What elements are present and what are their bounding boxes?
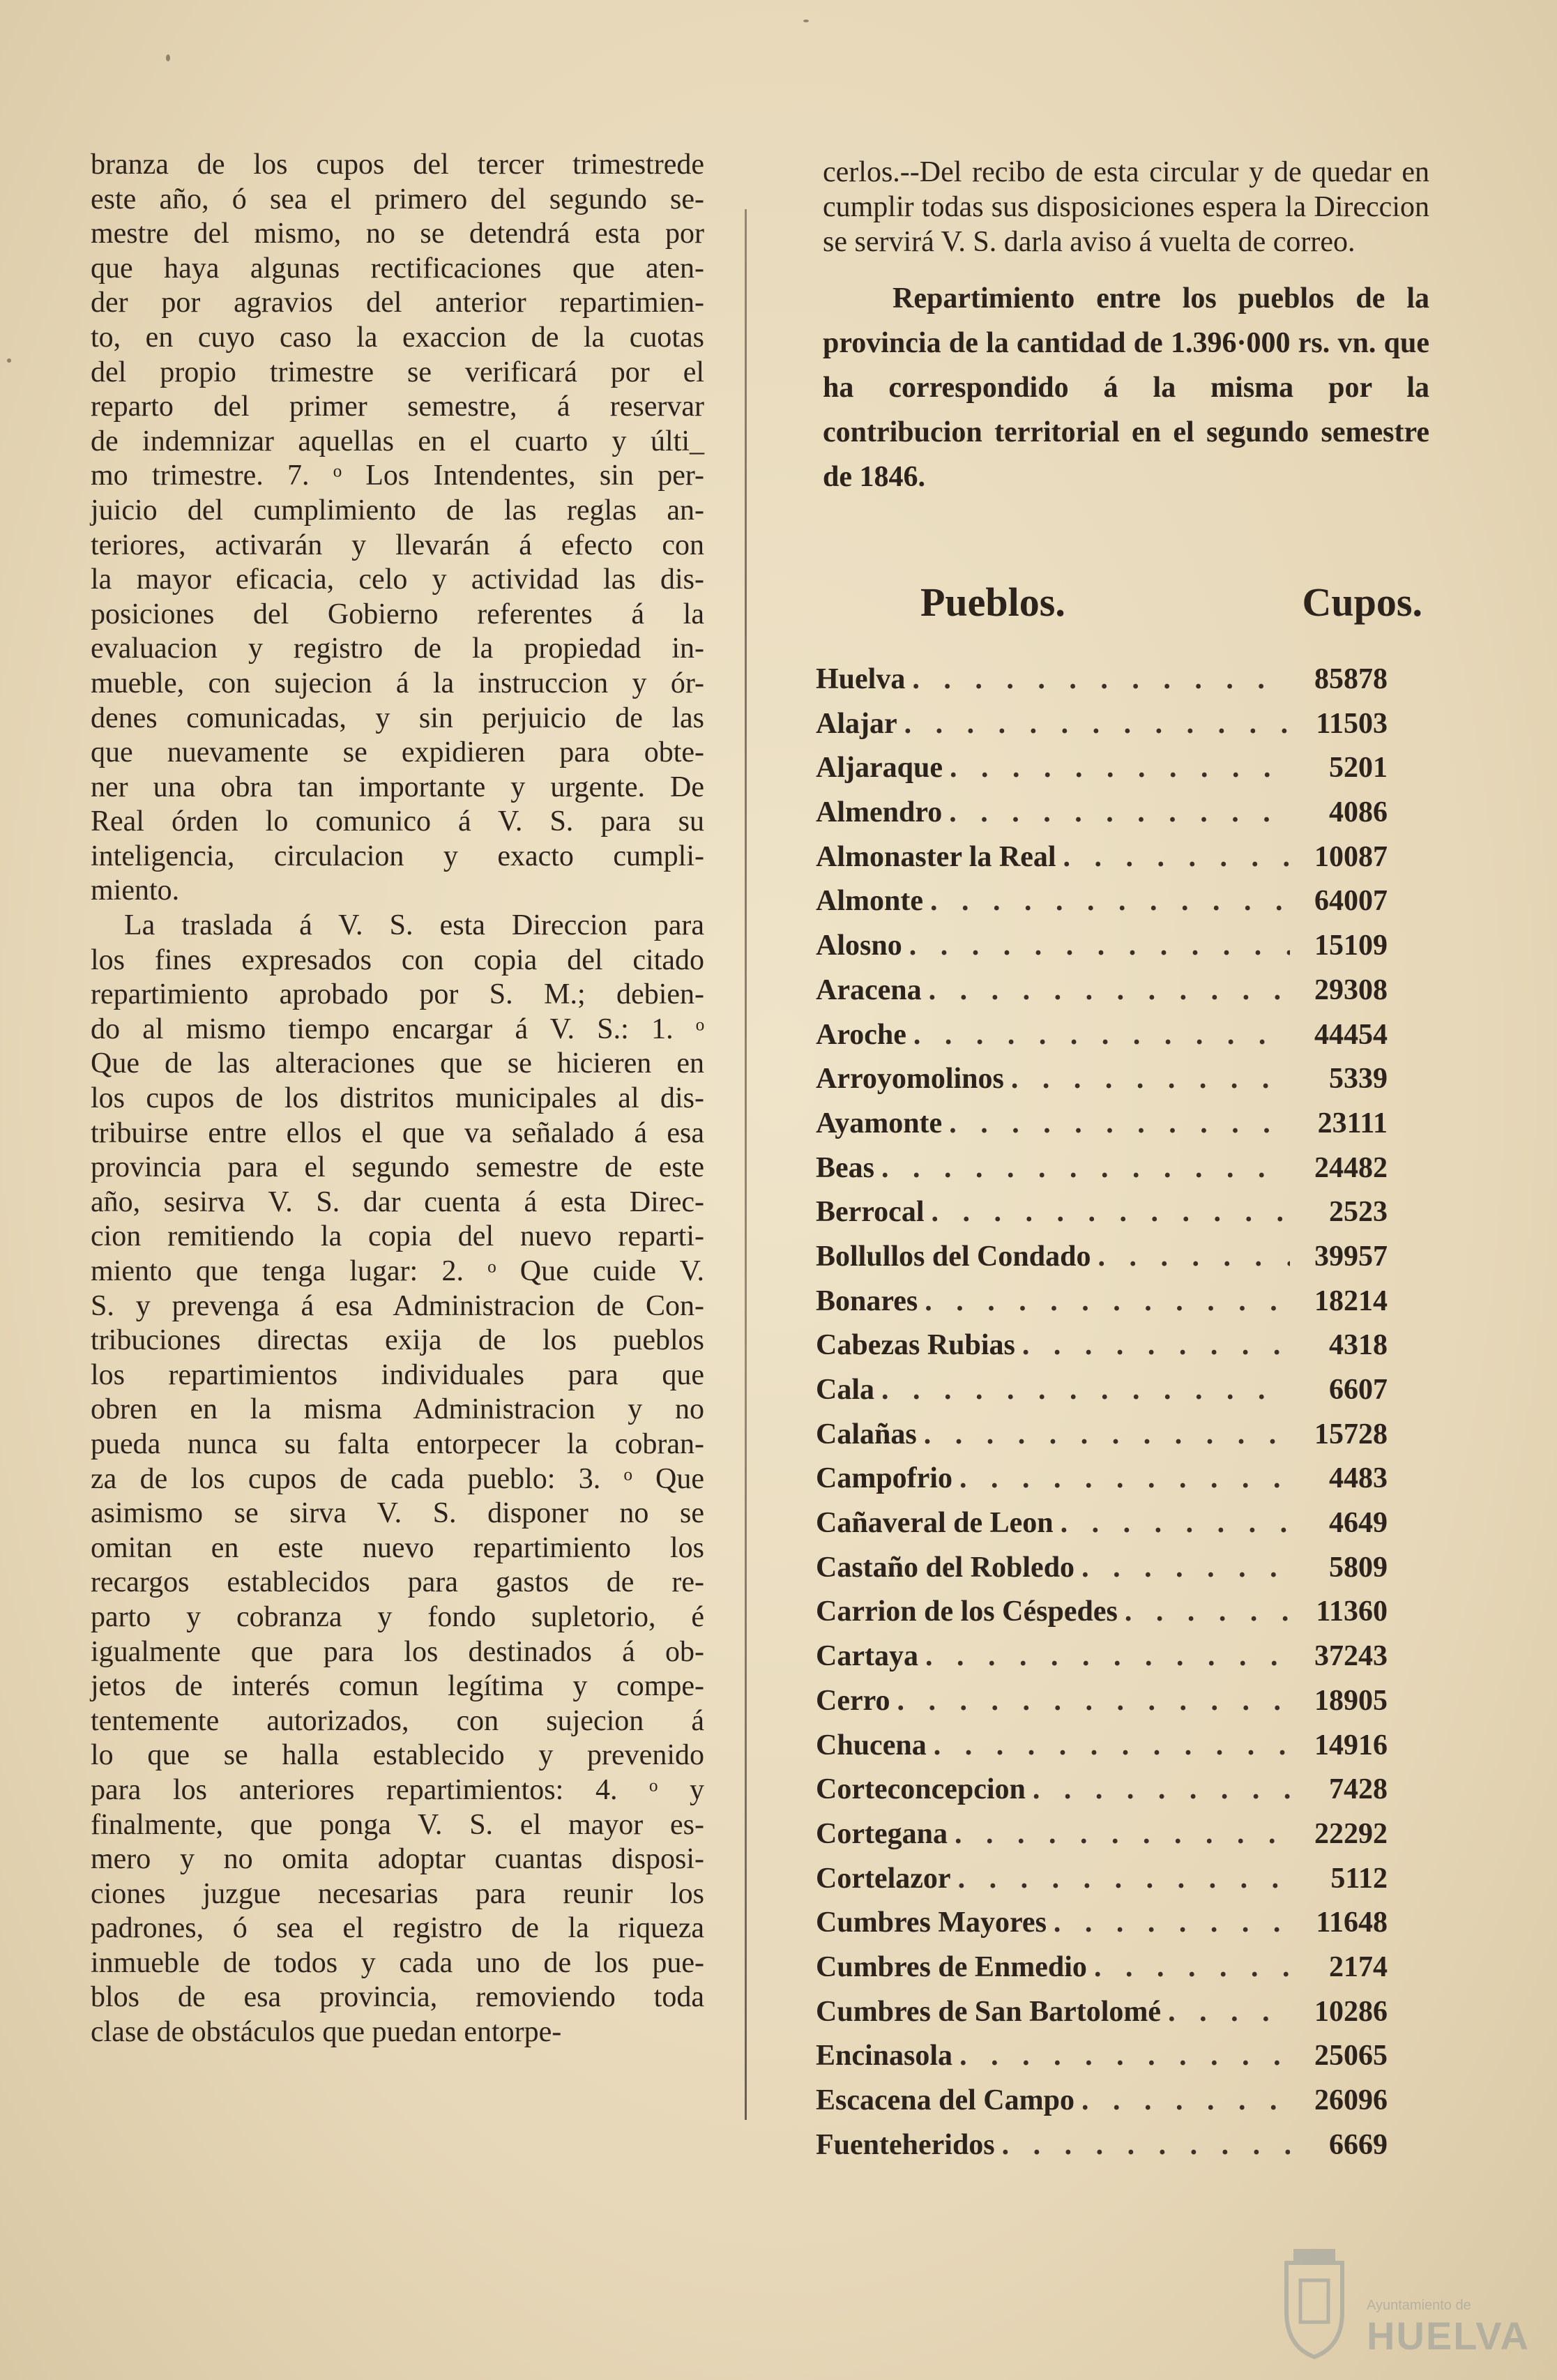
leader-dots — [1061, 1506, 1290, 1540]
pueblo-name: Corteconcepcion — [816, 1773, 1026, 1806]
leader-dots — [1022, 1328, 1290, 1362]
pueblo-name: Ayamonte — [816, 1107, 943, 1139]
table-row — [816, 751, 1388, 796]
table-row — [816, 2128, 1388, 2173]
pueblo-name: Cortegana — [816, 1817, 948, 1850]
table-row — [816, 1639, 1388, 1684]
text-line: los fines expresados con copia del citado — [91, 943, 704, 976]
table-row — [816, 1062, 1388, 1107]
text-line: tribuirse entre ellos el que va señalado á esa — [91, 1116, 704, 1149]
text-line: evaluacion y registro de la propiedad in- — [91, 632, 704, 665]
table-row — [816, 1240, 1388, 1284]
table-row — [816, 1373, 1388, 1418]
ink-speck — [166, 54, 170, 61]
table-row — [816, 1817, 1388, 1862]
cupo-value: 11503 — [1316, 707, 1388, 740]
cupo-value: 5112 — [1330, 1862, 1388, 1895]
cupo-value: 4318 — [1329, 1329, 1388, 1362]
text-line: los cupos de los distritos municipales al dis- — [91, 1082, 704, 1115]
pueblo-name: Bollullos del Condado — [816, 1240, 1091, 1273]
pueblo-name: Aracena — [816, 973, 922, 1006]
table-row — [816, 1906, 1388, 1950]
text-line: provincia para el segundo semestre de este — [91, 1151, 704, 1184]
pueblo-name: Cartaya — [816, 1640, 918, 1673]
text-line: to, en cuyo caso la exaccion de la cuotas — [91, 321, 704, 354]
text-line: parto y cobranza y fondo supletorio, é — [91, 1600, 704, 1633]
pueblo-name: Encinasola — [816, 2040, 953, 2072]
leader-dots — [1081, 1551, 1290, 1584]
pueblo-name: Calañas — [816, 1418, 917, 1450]
leader-dots — [1168, 1995, 1290, 2029]
text-line: der por agravios del anterior repartimien- — [91, 287, 704, 319]
text-line: del propio trimestre se verificará por el — [91, 356, 704, 388]
cupo-value: 4483 — [1329, 1462, 1388, 1495]
leader-dots — [925, 1284, 1290, 1318]
leader-dots — [950, 751, 1290, 785]
cupo-value: 37243 — [1314, 1640, 1388, 1673]
text-line: obren en la misma Administracion y no — [91, 1393, 704, 1426]
leader-dots — [930, 884, 1290, 918]
pueblo-name: Aroche — [816, 1018, 906, 1051]
text-line: recargos establecidos para gastos de re- — [91, 1566, 704, 1599]
table-row — [816, 1151, 1388, 1196]
cupo-value: 10087 — [1314, 840, 1388, 873]
text-line: reparto del primer semestre, á reservar — [91, 391, 704, 423]
cupo-value: 85878 — [1314, 663, 1388, 695]
cupo-value: 10286 — [1314, 1995, 1388, 2028]
cupo-value: 39957 — [1314, 1240, 1388, 1273]
cupo-value: 6669 — [1329, 2128, 1388, 2161]
leader-dots — [924, 1418, 1290, 1451]
table-row — [816, 1551, 1388, 1595]
text-line: S. y prevenga á esa Administracion de Con- — [91, 1289, 704, 1322]
leader-dots — [932, 1195, 1291, 1229]
leader-dots — [1081, 2084, 1290, 2117]
pueblo-name: Berrocal — [816, 1196, 925, 1229]
pueblo-name: Cerro — [816, 1684, 890, 1717]
cupo-value: 14916 — [1314, 1729, 1388, 1761]
pueblo-name: Almonte — [816, 885, 923, 918]
pueblo-name: Almendro — [816, 796, 943, 829]
closing-paragraph: cerlos.--Del recibo de esta circular y de quedar en cumplir todas sus disposiciones espera la Direccion se servirá V. S. darla aviso á vuelta de correo. — [823, 156, 1429, 258]
text-line: clase de obstáculos que puedan entorpe- — [91, 2016, 562, 2049]
table-row — [816, 662, 1388, 707]
cupo-value: 6607 — [1329, 1374, 1388, 1406]
text-line: mo trimestre. 7. ᵒ Los Intendentes, sin per- — [91, 460, 704, 492]
table-row — [816, 1284, 1388, 1329]
text-line: ciones juzgue necesarias para reunir los — [91, 1877, 704, 1910]
table-row — [816, 1595, 1388, 1639]
pueblo-name: Cañaveral de Leon — [816, 1507, 1054, 1540]
leader-dots — [913, 1018, 1290, 1052]
leader-dots — [904, 707, 1290, 741]
text-line: repartimiento aprobado por S. M.; debien- — [91, 978, 704, 1011]
table-row — [816, 973, 1388, 1018]
text-line: jetos de interés comun legítima y compe- — [91, 1670, 704, 1703]
text-line: que haya algunas rectificaciones que aten- — [91, 252, 704, 285]
text-line: año, sesirva V. S. dar cuenta á esta Direc- — [91, 1185, 704, 1218]
watermark-top-text: Ayuntamiento de — [1367, 2298, 1471, 2313]
table-row — [816, 840, 1388, 885]
text-line: omitan en este nuevo repartimiento los — [91, 1531, 704, 1564]
cupo-value: 15728 — [1314, 1418, 1388, 1450]
pueblo-name: Alosno — [816, 930, 902, 962]
pueblo-name: Cumbres de San Bartolomé — [816, 1995, 1162, 2028]
cupo-value: 5201 — [1329, 752, 1388, 785]
leader-dots — [929, 973, 1290, 1007]
cupo-value: 18905 — [1314, 1684, 1388, 1717]
leader-dots — [934, 1729, 1290, 1762]
text-line: denes comunicadas, y sin perjuicio de las — [91, 702, 704, 734]
cupo-value: 4086 — [1329, 796, 1388, 829]
text-line: que nuevamente se expidieren para obte- — [91, 736, 704, 769]
text-line: blos de esa provincia, removiendo toda — [91, 1981, 704, 2014]
text-line: miento. — [91, 874, 180, 907]
text-line: finalmente, que ponga V. S. el mayor es- — [91, 1808, 704, 1841]
text-line: los repartimientos individuales para que — [91, 1358, 704, 1391]
pueblo-name: Huelva — [816, 663, 906, 695]
pueblo-name: Beas — [816, 1151, 874, 1184]
table-row — [816, 929, 1388, 973]
leader-dots — [1033, 1773, 1290, 1806]
watermark-main-text: HUELVA — [1367, 2314, 1530, 2358]
text-line: teriores, activarán y llevarán á efecto con — [91, 529, 704, 561]
table-row — [816, 1773, 1388, 1817]
text-line: juicio del cumplimiento de las reglas an- — [91, 494, 704, 526]
table-row — [816, 1995, 1388, 2040]
cupo-value: 29308 — [1314, 973, 1388, 1006]
pueblo-name: Chucena — [816, 1729, 927, 1761]
pueblo-name: Alajar — [816, 707, 897, 740]
cupo-value: 11648 — [1316, 1907, 1388, 1939]
pueblo-name: Cumbres de Enmedio — [816, 1950, 1087, 1983]
text-line: mero y no omita adoptar cuantas disposi- — [91, 1843, 704, 1876]
pueblo-name: Cala — [816, 1374, 874, 1406]
text-line: asimismo se sirva V. S. disponer no se — [91, 1497, 704, 1530]
text-line: padrones, ó sea el registro de la riqueza — [91, 1912, 704, 1945]
cupos-column-header: Cupos. — [1302, 579, 1422, 625]
table-header — [920, 579, 1422, 635]
leader-dots — [925, 1639, 1290, 1673]
cupo-value: 18214 — [1314, 1284, 1388, 1317]
cupo-value: 26096 — [1314, 2084, 1388, 2116]
text-line: este año, ó sea el primero del segundo se- — [91, 183, 704, 215]
text-line: para los anteriores repartimientos: 4. ᵒ y — [91, 1773, 704, 1806]
leader-dots — [1054, 1906, 1290, 1939]
text-line: de indemnizar aquellas en el cuarto y últi_ — [91, 425, 704, 457]
leader-dots — [955, 1817, 1290, 1851]
text-line: cion remitiendo la copia del nuevo reparti- — [91, 1220, 704, 1253]
huelva-watermark — [1269, 2242, 1530, 2360]
leader-dots — [1063, 840, 1290, 874]
leader-dots — [1011, 1062, 1290, 1096]
text-line: posiciones del Gobierno referentes á la — [91, 598, 704, 630]
text-line: miento que tenga lugar: 2. ᵒ Que cuide V. — [91, 1255, 704, 1287]
text-line: igualmente que para los destinados á ob- — [91, 1635, 704, 1668]
text-line: lo que se halla establecido y prevenido — [91, 1739, 704, 1772]
leader-dots — [1125, 1595, 1290, 1628]
cupo-value: 24482 — [1314, 1151, 1388, 1184]
leader-dots — [1094, 1950, 1290, 1984]
leader-dots — [1002, 2128, 1290, 2162]
text-line: Que de las alteraciones que se hicieren en — [91, 1047, 704, 1080]
text-line: za de los cupos de cada pueblo: 3. ᵒ Que — [91, 1462, 704, 1495]
text-line: Real órden lo comunico á V. S. para su — [91, 805, 704, 838]
table-row — [816, 1684, 1388, 1729]
leader-dots — [959, 2039, 1290, 2072]
pueblo-name: Aljaraque — [816, 752, 943, 785]
table-row — [816, 796, 1388, 840]
table-row — [816, 1506, 1388, 1551]
leader-dots — [881, 1373, 1290, 1407]
table-row — [816, 1462, 1388, 1506]
cupo-value: 25065 — [1314, 2040, 1388, 2072]
leader-dots — [881, 1151, 1290, 1185]
cupo-value: 64007 — [1314, 885, 1388, 918]
pueblo-name: Cortelazor — [816, 1862, 951, 1895]
table-row — [816, 1195, 1388, 1240]
leader-dots — [949, 796, 1290, 829]
column-divider — [745, 209, 747, 2120]
table-row — [816, 1018, 1388, 1063]
left-column-text — [91, 148, 704, 2050]
cupo-value: 2174 — [1329, 1950, 1388, 1983]
right-column-text — [823, 155, 1429, 499]
leader-dots — [897, 1684, 1291, 1718]
cupo-value: 4649 — [1329, 1507, 1388, 1540]
leader-dots — [912, 662, 1290, 696]
pueblo-name: Castaño del Robledo — [816, 1551, 1075, 1584]
text-line: la mayor eficacia, celo y actividad las dis- — [91, 563, 704, 596]
text-line: tentemente autorizados, con sujecion á — [91, 1704, 704, 1737]
city-shield-icon — [1269, 2242, 1360, 2360]
text-line: mueble, con sujecion á la instruccion y ór- — [91, 667, 704, 699]
pueblo-name: Campofrio — [816, 1462, 952, 1495]
pueblo-name: Cumbres Mayores — [816, 1907, 1047, 1939]
text-line: La traslada á V. S. esta Direccion para — [124, 909, 704, 942]
leader-dots — [959, 1462, 1290, 1495]
text-line: pueda nunca su falta entorpecer la cobran- — [91, 1427, 704, 1460]
table-row — [816, 2039, 1388, 2084]
text-line: mestre del mismo, no se detendrá esta por — [91, 218, 704, 250]
ink-speck — [803, 20, 809, 22]
table-row — [816, 707, 1388, 752]
table-row — [816, 2084, 1388, 2128]
table-row — [816, 884, 1388, 929]
table-row — [816, 1729, 1388, 1773]
cupo-value: 5809 — [1329, 1551, 1388, 1584]
repartimiento-heading: Repartimiento entre los pueblos de la provincia de la cantidad de 1.396·000 rs. vn. que ha correspondido á la misma por la contribucion territorial en el segundo semestre de 1846. — [823, 282, 1429, 493]
cupo-value: 11360 — [1316, 1595, 1388, 1628]
cupo-value: 2523 — [1329, 1196, 1388, 1229]
cupo-value: 44454 — [1314, 1018, 1388, 1051]
pueblos-column-header: Pueblos. — [920, 579, 1065, 625]
text-line: do al mismo tiempo encargar á V. S.: 1. ᵒ — [91, 1013, 704, 1045]
pueblo-name: Cabezas Rubias — [816, 1329, 1015, 1362]
cupos-table — [816, 662, 1388, 2172]
pueblo-name: Almonaster la Real — [816, 840, 1056, 873]
leader-dots — [949, 1107, 1290, 1140]
text-line: inmueble de todos y cada uno de los pue- — [91, 1946, 704, 1979]
text-line: branza de los cupos del tercer trimestrede — [91, 149, 704, 181]
pueblo-name: Escacena del Campo — [816, 2084, 1074, 2116]
text-line: ner una obra tan importante y urgente. De — [91, 771, 704, 803]
cupo-value: 22292 — [1314, 1817, 1388, 1850]
pueblo-name: Carrion de los Céspedes — [816, 1595, 1118, 1628]
text-line: inteligencia, circulacion y exacto cumpli- — [91, 840, 704, 872]
pueblo-name: Bonares — [816, 1284, 918, 1317]
pueblo-name: Arroyomolinos — [816, 1063, 1004, 1096]
table-row — [816, 1107, 1388, 1151]
leader-dots — [1098, 1240, 1290, 1273]
cupo-value: 23111 — [1317, 1107, 1388, 1139]
table-row — [816, 1328, 1388, 1373]
cupo-value: 7428 — [1329, 1773, 1388, 1806]
table-row — [816, 1418, 1388, 1462]
ink-speck — [7, 358, 11, 363]
table-row — [816, 1862, 1388, 1907]
cupo-value: 5339 — [1329, 1063, 1388, 1096]
leader-dots — [958, 1862, 1290, 1895]
text-line: tribuciones directas exija de los pueblos — [91, 1324, 704, 1357]
table-row — [816, 1950, 1388, 1995]
cupo-value: 15109 — [1314, 930, 1388, 962]
leader-dots — [909, 929, 1290, 962]
pueblo-name: Fuenteheridos — [816, 2128, 995, 2161]
